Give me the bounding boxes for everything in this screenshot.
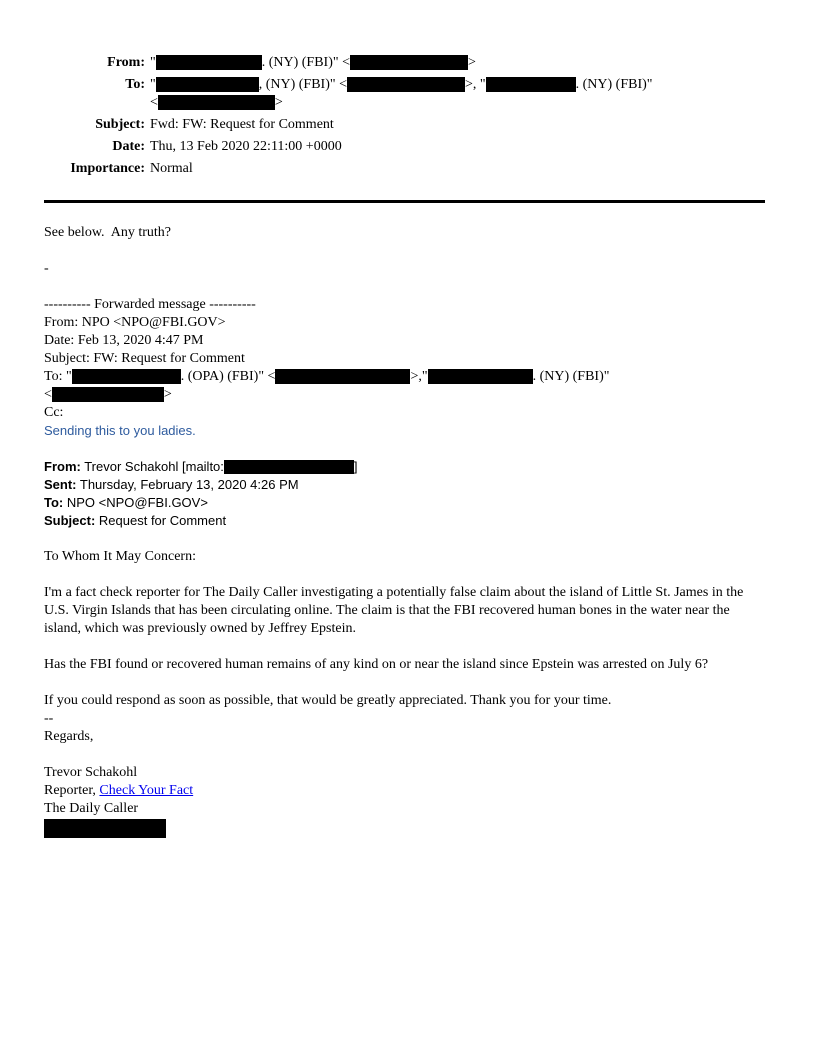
outlook-subject-text: Request for Comment [95, 513, 227, 528]
outlook-to-text: NPO <NPO@FBI.GOV> [63, 495, 208, 510]
redaction-bar [347, 77, 465, 92]
outlook-sent-text: Thursday, February 13, 2020 4:26 PM [76, 477, 299, 492]
dash-line: - [44, 261, 49, 276]
header-date-label: Date: [112, 139, 145, 154]
header-row-subject [44, 116, 765, 134]
outlook-from-text: ] [353, 459, 358, 474]
paragraph-3: If you could respond as soon as possible, that would be greatly appreciated. Thank you for your time. [44, 693, 612, 708]
header-to-value [150, 76, 765, 112]
signature-title-text: Reporter, [44, 783, 100, 798]
outlook-from-line [44, 458, 765, 476]
blank-line [44, 674, 765, 692]
blank-line [44, 278, 765, 296]
signature-title-line [44, 782, 765, 800]
redaction-bar [224, 460, 354, 474]
redaction-bar [158, 95, 275, 110]
header-from-text: > [467, 55, 476, 70]
forwarded-to-text: < [44, 387, 52, 402]
header-subject-label: Subject: [95, 117, 145, 132]
forwarded-to-text: To: " [44, 369, 72, 384]
blank-line [44, 746, 765, 764]
header-from-value [150, 54, 765, 72]
header-from-text: " [150, 55, 156, 70]
forwarded-to-text: > [163, 387, 172, 402]
outlook-to-line [44, 494, 765, 512]
redaction-bar [44, 819, 166, 838]
email-header-block [44, 54, 765, 178]
signature-name: Trevor Schakohl [44, 765, 138, 780]
forwarded-to-text: . (NY) (FBI)" [532, 369, 610, 384]
forwarded-divider: ---------- Forwarded message ---------- [44, 297, 256, 312]
redaction-bar [72, 369, 181, 384]
header-to-label: To: [125, 77, 145, 92]
blank-line [44, 566, 765, 584]
outlook-from-text: Trevor Schakohl [mailto: [80, 459, 224, 474]
outlook-sent-line [44, 476, 765, 494]
header-row-from [44, 54, 765, 72]
header-to-text: " [150, 77, 156, 92]
header-row-date [44, 138, 765, 156]
header-from-text: . (NY) (FBI)" < [261, 55, 350, 70]
forwarded-date: Date: Feb 13, 2020 4:47 PM [44, 333, 204, 348]
signature-company: The Daily Caller [44, 801, 139, 816]
redaction-bar [486, 77, 576, 92]
blank-line [44, 638, 765, 656]
redaction-bar [350, 55, 468, 70]
blank-line [44, 530, 765, 548]
header-to-text: > [274, 95, 283, 110]
blank-line [44, 242, 765, 260]
header-subject-value: Fwd: FW: Request for Comment [150, 117, 334, 132]
header-divider-rule [44, 200, 765, 203]
redaction-bar [156, 55, 262, 70]
header-row-importance [44, 160, 765, 178]
paragraph-2: Has the FBI found or recovered human remains of any kind on or near the island since Epstein was arrested on July 6? [44, 657, 709, 672]
outlook-subject-label: Subject: [44, 513, 96, 528]
redaction-bar [275, 369, 410, 384]
forwarded-to-text: >," [410, 369, 428, 384]
header-importance-label: Importance: [70, 161, 145, 176]
forwarded-from: From: NPO <NPO@FBI.GOV> [44, 315, 226, 330]
header-importance-value: Normal [150, 161, 193, 176]
redaction-bar [156, 77, 259, 92]
forwarded-to-text: . (OPA) (FBI)" < [180, 369, 276, 384]
header-from-label: From: [107, 55, 145, 70]
regards-line: Regards, [44, 729, 94, 744]
forwarded-cc: Cc: [44, 405, 64, 420]
forwarded-to-line2 [44, 386, 765, 404]
outlook-from-label: From: [44, 459, 81, 474]
header-row-to [44, 76, 765, 112]
salutation: To Whom It May Concern: [44, 549, 196, 564]
forwarded-to-line1 [44, 368, 765, 386]
email-body [44, 224, 765, 838]
header-to-line2 [150, 94, 765, 112]
header-to-text: < [150, 95, 158, 110]
redaction-bar [52, 387, 164, 402]
outlook-sent-label: Sent: [44, 477, 77, 492]
paragraph-1: I'm a fact check reporter for The Daily Caller investigating a potentially false claim about the island of Little St. James in the U.S. Virgin Islands that has been circulating online. The claim is that the FBI recovered human bones in the water near the island, which was previously owned by Jeffrey Epstein. [44, 585, 744, 636]
header-to-text: >, " [464, 77, 486, 92]
intro-line: See below. Any truth? [44, 225, 172, 240]
header-to-line1 [150, 76, 765, 94]
forwarded-subject: Subject: FW: Request for Comment [44, 351, 245, 366]
note-line: Sending this to you ladies. [44, 423, 196, 438]
redaction-bar [428, 369, 533, 384]
header-to-text: , (NY) (FBI)" < [258, 77, 347, 92]
outlook-subject-line [44, 512, 765, 530]
header-date-value: Thu, 13 Feb 2020 22:11:00 +0000 [150, 139, 342, 154]
check-your-fact-link[interactable]: Check Your Fact [99, 783, 194, 798]
signature-divider: -- [44, 711, 54, 726]
blank-line [44, 440, 765, 458]
outlook-to-label: To: [44, 495, 64, 510]
header-to-text: . (NY) (FBI)" [575, 77, 653, 92]
